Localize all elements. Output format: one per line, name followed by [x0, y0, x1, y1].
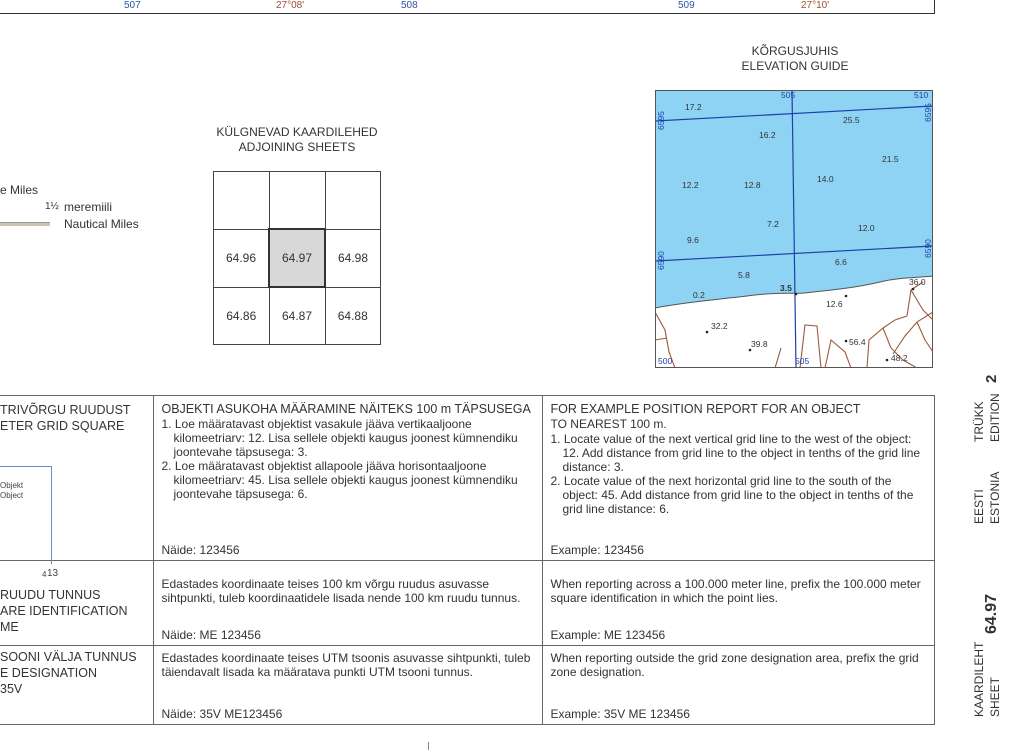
en-step-1: 1. Locate value of the next vertical grid line to the west of the object: 12. Add distance from grid line to the object in tenths of the grid line distance: 3. [550, 432, 921, 474]
adjoining-cell: 64.86 [214, 287, 270, 345]
square-id-et-text: Edastades koordinaate teises 100 km võrgu ruudus asuvasse sihtpunkti, tuleb koordinaatidele lisada nende 100 km ruudu tunnus. [161, 576, 521, 605]
scale-nautical-et: meremiili [64, 200, 112, 214]
adjoining-cell: 64.98 [325, 229, 381, 287]
edition-label-en: EDITION [988, 393, 1002, 442]
diagram-object-label: Objekt Object [0, 481, 24, 500]
adjoining-title [190, 125, 404, 155]
adjoining-cell: 64.88 [325, 287, 381, 345]
zone-heading-1: SOONI VÄLJA TUNNUS [0, 649, 137, 664]
zone-designation-cell [0, 645, 153, 724]
scale-bar-line [0, 222, 50, 226]
spot-height: 25.5 [843, 115, 860, 125]
diagram-number-2: 13 [47, 568, 59, 579]
spot-height: 3.5 [780, 283, 792, 293]
spot-height: 12.2 [682, 180, 699, 190]
square-id-heading-1: RUUDU TUNNUS [0, 587, 101, 602]
spot-height: 32.2 [711, 321, 728, 331]
longitude-label-1: 27°08' [276, 0, 305, 11]
sheet-label-et: KAARDILEHT [972, 641, 986, 717]
spot-height: 17.2 [685, 102, 702, 112]
adjoining-cell [214, 172, 270, 230]
sheet-number: 64.97 [983, 593, 1000, 634]
spot-height: 9.6 [687, 235, 699, 245]
spot-height: 5.8 [738, 270, 750, 280]
adjoining-cell: 64.87 [269, 287, 325, 345]
adjoining-cell: 64.96 [214, 229, 270, 287]
zone-en-text: When reporting outside the grid zone designation area, prefix the grid zone designation. [550, 650, 919, 679]
square-id-et [153, 560, 542, 645]
edition-number: 2 [983, 374, 1000, 383]
adjoining-title-en: ADJOINING SHEETS [238, 140, 356, 154]
square-id-en-text: When reporting across a 100.000 meter line, prefix the 100.000 meter square identification in which the point lies. [550, 576, 921, 605]
grid-label-508: 508 [401, 0, 418, 11]
zone-et-text: Edastades koordinaate teises UTM tsoonis asuvasse sihtpunkti, tuleb täiendavalt lisada ka määratava punkti UTM tsooni tunnus. [161, 650, 531, 679]
zone-heading-2: E DESIGNATION [0, 665, 98, 680]
grid-square-heading-1: TRIVÕRGU RUUDUST [0, 403, 131, 417]
scale-fraction: 1½ [45, 201, 59, 212]
square-id-value: ME [0, 619, 19, 634]
country-label-et: EESTI [972, 489, 986, 524]
spot-height: 16.2 [759, 130, 776, 140]
position-report-en [542, 396, 934, 561]
elev-grid-label: 6590 [656, 251, 666, 270]
zone-en-example: Example: 35V ME 123456 [550, 707, 690, 721]
et-example: Näide: 123456 [161, 542, 240, 557]
spot-height: 21.5 [882, 154, 899, 164]
elev-grid-label: 6590 [923, 239, 933, 258]
edition-label-et: TRÜKK [972, 401, 986, 442]
adjoining-title-et: KÜLGNEVAD KAARDILEHED [216, 125, 378, 139]
square-id-en-example: Example: ME 123456 [550, 627, 666, 642]
zone-et-example: Näide: 35V ME123456 [161, 707, 283, 721]
adjoining-cell [269, 172, 325, 230]
elevation-title-et: KÕRGUSJUHIS [751, 44, 839, 58]
square-id-et-example: Näide: ME 123456 [161, 627, 261, 642]
spot-height: 0.2 [693, 290, 705, 300]
grid-square-diagram [0, 466, 60, 579]
en-step-2: 2. Locate value of the next horizontal grid line to the south of the object: 45. Add distance from grid line to the object in tenths of the grid line distance: 6. [550, 474, 914, 516]
spot-height: 6.6 [835, 257, 847, 267]
sheet-label-en: SHEET [988, 676, 1002, 717]
position-report-et-title: OBJEKTI ASUKOHA MÄÄRAMINE NÄITEKS 100 m TÄPSUSEGA [161, 402, 531, 416]
en-example: Example: 123456 [550, 542, 644, 557]
elev-grid-label: 500 [658, 356, 673, 366]
zone-value: 35V [0, 681, 23, 696]
spot-height: 56.4 [849, 337, 866, 347]
spot-height: 12.8 [744, 180, 761, 190]
position-report-et [153, 396, 542, 561]
spot-height: 48.2 [891, 353, 908, 363]
adjoining-cell [325, 172, 381, 230]
longitude-label-2: 27°10' [801, 0, 830, 11]
position-report-en-title-2: TO NEAREST 100 m. [550, 417, 667, 431]
country-label-en: ESTONIA [988, 471, 1002, 524]
adjoining-cell-current: 64.97 [269, 229, 325, 287]
grid-reference-instructions [0, 395, 935, 725]
bottom-tick [428, 742, 429, 750]
spot-height: 39.8 [751, 339, 768, 349]
square-id-cell [0, 560, 153, 645]
grid-label-507: 507 [124, 0, 141, 11]
spot-height: 36.0 [909, 277, 926, 287]
scale-nautical-en: Nautical Miles [64, 217, 139, 231]
spot-height: 12.6 [826, 299, 843, 309]
spot-height: 12.0 [858, 223, 875, 233]
elevation-guide-map [655, 90, 933, 368]
spot-height: 7.2 [767, 219, 779, 229]
grid-square-cell [0, 396, 153, 579]
position-report-en-title-1: FOR EXAMPLE POSITION REPORT FOR AN OBJECT [550, 402, 861, 416]
zone-en [542, 645, 934, 724]
et-step-2: 2. Loe määratavast objektist allapoole jääva horisontaaljoone kilomeetriarv: 45. Lisa sellele objekti kaugus joonest kümnendiku joontevahe täpsusega: 6. [161, 459, 518, 501]
elev-grid-label: 6595 [923, 103, 933, 122]
grid-label-509: 509 [678, 0, 695, 11]
elevation-guide-title [700, 44, 890, 74]
scale-miles-label: e Miles [0, 183, 39, 197]
adjoining-sheets-grid [213, 171, 381, 345]
elevation-title-en: ELEVATION GUIDE [741, 59, 849, 73]
elev-grid-label: 505 [795, 356, 810, 366]
square-id-en [542, 560, 934, 645]
elev-grid-label: 505 [781, 90, 796, 100]
square-id-heading-2: ARE IDENTIFICATION [0, 603, 128, 618]
spot-height: 14.0 [817, 174, 834, 184]
grid-square-heading-2: ETER GRID SQUARE [0, 419, 125, 433]
zone-et [153, 645, 542, 724]
elev-grid-label: 510 [914, 90, 929, 100]
diagram-number: 4 [42, 570, 47, 579]
elev-grid-label: 6595 [656, 111, 666, 130]
et-step-1: 1. Loe määratavast objektist vasakule jääva vertikaaljoone kilomeetriarv: 12. Lisa sellele objekti kaugus joonest kümnendiku joontevahe täpsusega: 3. [161, 417, 518, 459]
